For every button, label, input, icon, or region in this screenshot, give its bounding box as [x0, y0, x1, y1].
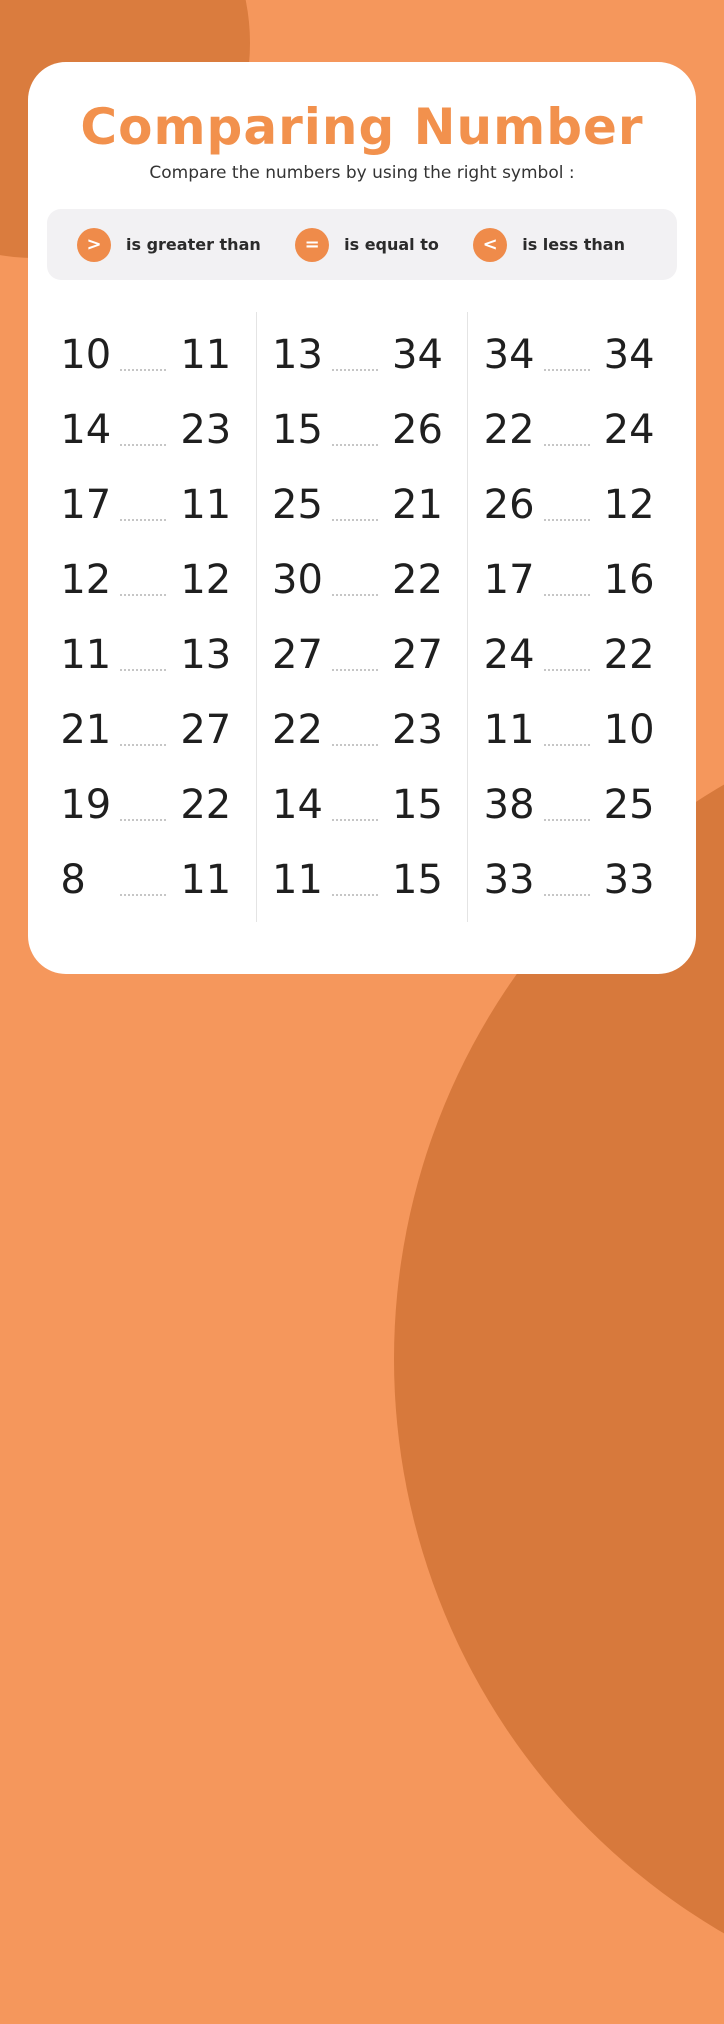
left-number: 26	[483, 482, 535, 528]
comparison-row	[468, 387, 679, 462]
answer-blank[interactable]	[332, 663, 378, 671]
right-number: 27	[180, 707, 232, 753]
answer-blank[interactable]	[544, 888, 590, 896]
comparison-row	[257, 612, 468, 687]
comparison-row	[45, 687, 256, 762]
left-number: 11	[60, 632, 112, 678]
comparison-row	[468, 537, 679, 612]
left-number: 14	[272, 782, 323, 828]
legend-label: is equal to	[344, 235, 439, 254]
left-number: 12	[60, 557, 112, 603]
worksheet-card	[28, 62, 696, 974]
answer-blank[interactable]	[120, 738, 166, 746]
right-number: 26	[392, 407, 443, 453]
answer-blank[interactable]	[544, 738, 590, 746]
right-number: 21	[392, 482, 443, 528]
left-number: 15	[272, 407, 323, 453]
comparison-row	[257, 687, 468, 762]
answer-blank[interactable]	[120, 663, 166, 671]
answer-blank[interactable]	[332, 513, 378, 521]
comparison-row	[45, 837, 256, 912]
comparison-column-3	[467, 312, 679, 922]
instruction-text: Compare the numbers by using the right symbol :	[149, 163, 575, 183]
right-number: 25	[603, 782, 655, 828]
comparison-row	[45, 462, 256, 537]
answer-blank[interactable]	[332, 438, 378, 446]
answer-blank[interactable]	[332, 888, 378, 896]
comparison-column-2	[256, 312, 468, 922]
answer-blank[interactable]	[120, 588, 166, 596]
right-number: 33	[603, 857, 655, 903]
left-number: 21	[60, 707, 112, 753]
legend-item-equal-to	[295, 228, 439, 262]
answer-blank[interactable]	[120, 813, 166, 821]
comparison-row	[468, 312, 679, 387]
comparison-column-1	[45, 312, 256, 922]
right-number: 34	[392, 332, 443, 378]
right-number: 11	[180, 857, 232, 903]
answer-blank[interactable]	[544, 588, 590, 596]
left-number: 38	[483, 782, 535, 828]
equals-icon: =	[295, 228, 329, 262]
comparison-row	[257, 762, 468, 837]
answer-blank[interactable]	[544, 813, 590, 821]
right-number: 22	[392, 557, 443, 603]
comparison-row	[257, 837, 468, 912]
right-number: 23	[392, 707, 443, 753]
comparison-row	[45, 762, 256, 837]
comparison-row	[45, 537, 256, 612]
left-number: 33	[483, 857, 535, 903]
comparison-row	[257, 537, 468, 612]
comparison-row	[468, 612, 679, 687]
legend-label: is greater than	[126, 235, 261, 254]
answer-blank[interactable]	[544, 663, 590, 671]
left-number: 27	[272, 632, 323, 678]
comparison-row	[45, 387, 256, 462]
answer-blank[interactable]	[544, 513, 590, 521]
answer-blank[interactable]	[120, 513, 166, 521]
left-number: 13	[272, 332, 323, 378]
right-number: 22	[180, 782, 232, 828]
left-number: 11	[483, 707, 535, 753]
answer-blank[interactable]	[332, 588, 378, 596]
left-number: 17	[483, 557, 535, 603]
left-number: 11	[272, 857, 323, 903]
right-number: 34	[603, 332, 655, 378]
left-number: 25	[272, 482, 323, 528]
right-number: 11	[180, 332, 232, 378]
answer-blank[interactable]	[544, 363, 590, 371]
right-number: 22	[603, 632, 655, 678]
comparison-row	[468, 762, 679, 837]
answer-blank[interactable]	[120, 438, 166, 446]
right-number: 23	[180, 407, 232, 453]
answer-blank[interactable]	[120, 888, 166, 896]
comparison-row	[468, 687, 679, 762]
left-number: 22	[272, 707, 323, 753]
right-number: 12	[180, 557, 232, 603]
legend-label: is less than	[522, 235, 625, 254]
answer-blank[interactable]	[544, 438, 590, 446]
comparison-row	[468, 837, 679, 912]
answer-blank[interactable]	[332, 363, 378, 371]
comparison-row	[45, 312, 256, 387]
comparison-row	[257, 387, 468, 462]
left-number: 8	[60, 857, 86, 903]
left-number: 17	[60, 482, 112, 528]
comparison-row	[468, 462, 679, 537]
page-title: Comparing Number	[80, 98, 644, 156]
answer-blank[interactable]	[332, 813, 378, 821]
left-number: 34	[483, 332, 535, 378]
right-number: 15	[392, 782, 443, 828]
right-number: 12	[603, 482, 655, 528]
comparison-row	[257, 462, 468, 537]
legend-item-greater-than	[77, 228, 261, 262]
left-number: 19	[60, 782, 112, 828]
right-number: 10	[603, 707, 655, 753]
comparison-row	[45, 612, 256, 687]
right-number: 24	[603, 407, 655, 453]
answer-blank[interactable]	[332, 738, 378, 746]
left-number: 10	[60, 332, 112, 378]
answer-blank[interactable]	[120, 363, 166, 371]
less-than-icon: <	[473, 228, 507, 262]
greater-than-icon: >	[77, 228, 111, 262]
right-number: 27	[392, 632, 443, 678]
comparison-row	[257, 312, 468, 387]
left-number: 24	[483, 632, 535, 678]
left-number: 30	[272, 557, 323, 603]
right-number: 13	[180, 632, 232, 678]
right-number: 15	[392, 857, 443, 903]
comparison-grid	[45, 312, 679, 922]
right-number: 11	[180, 482, 232, 528]
right-number: 16	[603, 557, 655, 603]
left-number: 14	[60, 407, 112, 453]
legend-bar	[47, 209, 677, 280]
legend-item-less-than	[473, 228, 625, 262]
left-number: 22	[483, 407, 535, 453]
